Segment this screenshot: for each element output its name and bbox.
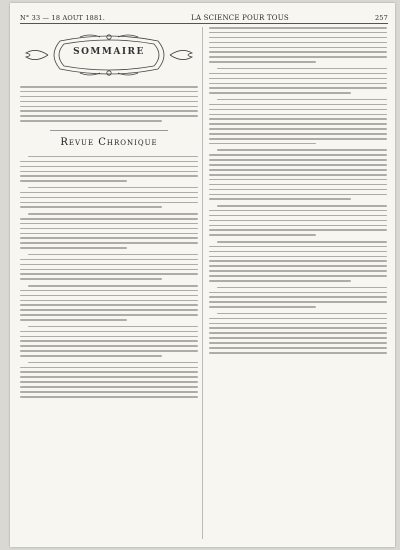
issue-number: N° 33 — 18 AOUT 1881. bbox=[20, 14, 105, 22]
page-number: 257 bbox=[374, 14, 388, 22]
section-title: Revue Chronique bbox=[60, 136, 158, 148]
section-divider bbox=[50, 130, 168, 131]
page-header bbox=[20, 10, 388, 24]
right-column bbox=[209, 27, 387, 539]
article-body bbox=[20, 156, 198, 398]
journal-title: LA SCIENCE POUR TOUS bbox=[191, 14, 289, 22]
sommaire-cartouche bbox=[20, 29, 198, 82]
left-column bbox=[20, 27, 198, 539]
sommaire-title: SOMMAIRE bbox=[73, 47, 145, 57]
newspaper-page bbox=[10, 3, 395, 547]
column-divider bbox=[202, 27, 203, 539]
sommaire-summary bbox=[20, 86, 198, 122]
